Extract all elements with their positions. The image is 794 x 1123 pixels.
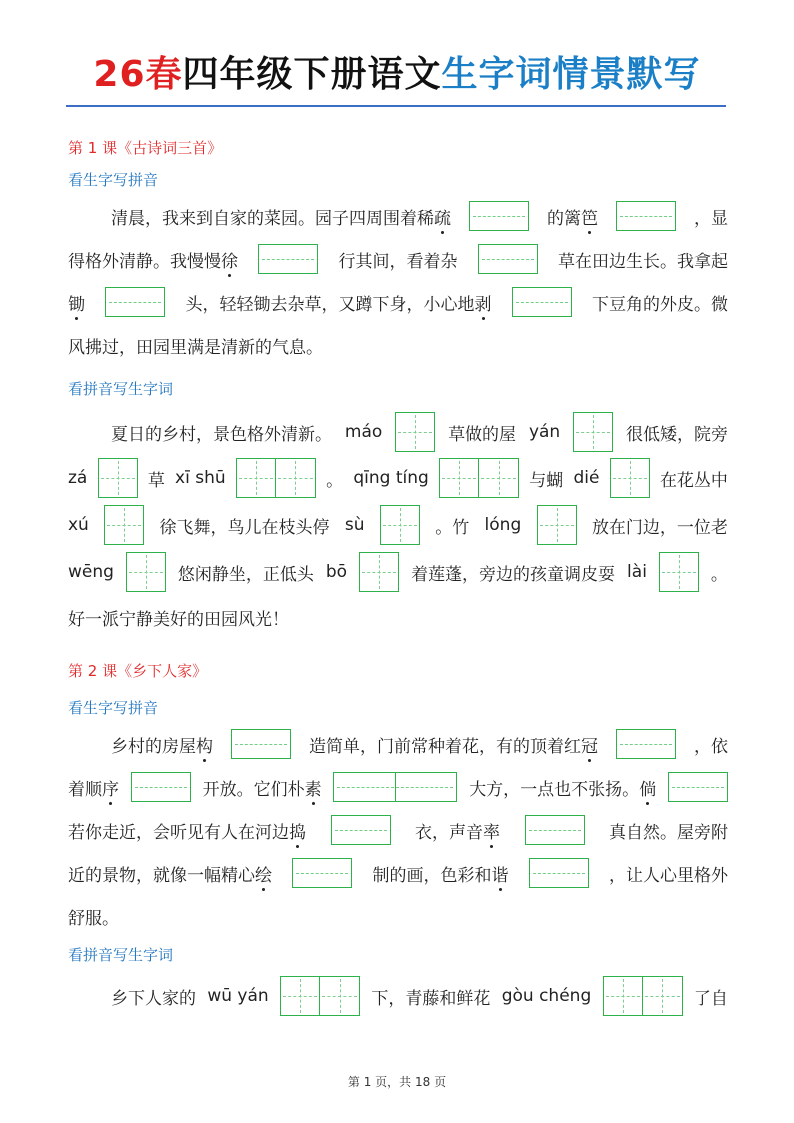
- text-line: 乡村的房屋构 造简单，门前常种着花，有的顶着红冠 ，依: [68, 725, 728, 763]
- character-answer-box-pair[interactable]: [280, 976, 360, 1016]
- title-part-2: 四年级下册语文: [182, 54, 442, 95]
- text-line: 好一派宁静美好的田园风光！: [68, 609, 289, 630]
- lesson-2-section-write-pinyin: 看生字写拼音: [68, 699, 159, 717]
- pinyin-answer-box[interactable]: [668, 772, 728, 802]
- text-line: 风拂过，田园里满是清新的气息。: [68, 337, 323, 358]
- character-answer-box[interactable]: [380, 505, 420, 545]
- page-footer: 第 1 页，共 18 页: [347, 1075, 447, 1089]
- pinyin-answer-box[interactable]: [331, 815, 391, 845]
- text-line: 清晨，我来到自家的菜园。园子四周围着稀疏 的篱笆 ，显: [68, 197, 728, 235]
- pinyin-answer-box[interactable]: [616, 201, 676, 231]
- pinyin-answer-box[interactable]: [292, 858, 352, 888]
- text-line: wēng 悠闲静坐，正低头 bō 着莲蓬，旁边的孩童调皮耍 lài 。: [68, 551, 728, 593]
- title-divider: [66, 105, 726, 107]
- character-answer-box[interactable]: [573, 412, 613, 452]
- character-answer-box[interactable]: [98, 458, 138, 498]
- title-part-3: 生字词情景默写: [441, 54, 701, 95]
- pinyin-answer-box[interactable]: [616, 729, 676, 759]
- character-answer-box[interactable]: [359, 552, 399, 592]
- pinyin-answer-box[interactable]: [105, 287, 165, 317]
- text-line: 着顺序 开放。它们朴素 大方，一点也不张扬。倘: [68, 768, 728, 806]
- character-answer-box-pair[interactable]: [236, 458, 316, 498]
- title-part-1: 26春: [93, 54, 183, 95]
- pinyin-answer-box-double[interactable]: [333, 772, 457, 802]
- character-answer-box[interactable]: [126, 552, 166, 592]
- pinyin-answer-box[interactable]: [131, 772, 191, 802]
- character-answer-box[interactable]: [610, 458, 650, 498]
- character-answer-box[interactable]: [537, 505, 577, 545]
- character-answer-box-pair[interactable]: [439, 458, 519, 498]
- text-line: 舒服。: [68, 908, 119, 929]
- lesson-2-section-write-characters: 看拼音写生字词: [68, 946, 174, 964]
- character-answer-box-pair[interactable]: [603, 976, 683, 1016]
- text-line: 夏日的乡村，景色格外清新。 máo 草做的屋 yán 很低矮，院旁: [68, 411, 728, 453]
- text-line: 近的景物，就像一幅精心绘 制的画，色彩和谐 ，让人心里格外: [68, 854, 728, 892]
- lesson-2-heading: 第 2 课《乡下人家》: [68, 662, 208, 680]
- lesson-1-section-write-pinyin: 看生字写拼音: [68, 171, 159, 189]
- document-title: [0, 50, 794, 100]
- text-line: 若你走近，会听见有人在河边捣 衣，声音率 真自然。屋旁附: [68, 811, 728, 849]
- pinyin-answer-box[interactable]: [469, 201, 529, 231]
- pinyin-answer-box[interactable]: [258, 244, 318, 274]
- text-line: zá 草 xī shū 。 qīng tíng 与蝴 dié 在花丛中: [68, 457, 728, 499]
- pinyin-answer-box[interactable]: [529, 858, 589, 888]
- pinyin-answer-box[interactable]: [478, 244, 538, 274]
- pinyin-answer-box[interactable]: [231, 729, 291, 759]
- character-answer-box[interactable]: [104, 505, 144, 545]
- text-line: 得格外清静。我慢慢徐 行其间，看着杂 草在田边生长。我拿起: [68, 240, 728, 278]
- text-line: 锄 头，轻轻锄去杂草，又蹲下身，小心地剥 下豆角的外皮。微: [68, 283, 728, 321]
- character-answer-box[interactable]: [659, 552, 699, 592]
- pinyin-answer-box[interactable]: [512, 287, 572, 317]
- pinyin-answer-box[interactable]: [525, 815, 585, 845]
- lesson-1-section-write-characters: 看拼音写生字词: [68, 380, 174, 398]
- character-answer-box[interactable]: [395, 412, 435, 452]
- text-line: 乡下人家的 wū yán 下，青藤和鲜花 gòu chéng 了自: [68, 975, 728, 1017]
- lesson-1-heading: 第 1 课《古诗词三首》: [68, 139, 223, 157]
- text-line: xú 徐飞舞，鸟儿在枝头停 sù 。竹 lóng 放在门边，一位老: [68, 504, 728, 546]
